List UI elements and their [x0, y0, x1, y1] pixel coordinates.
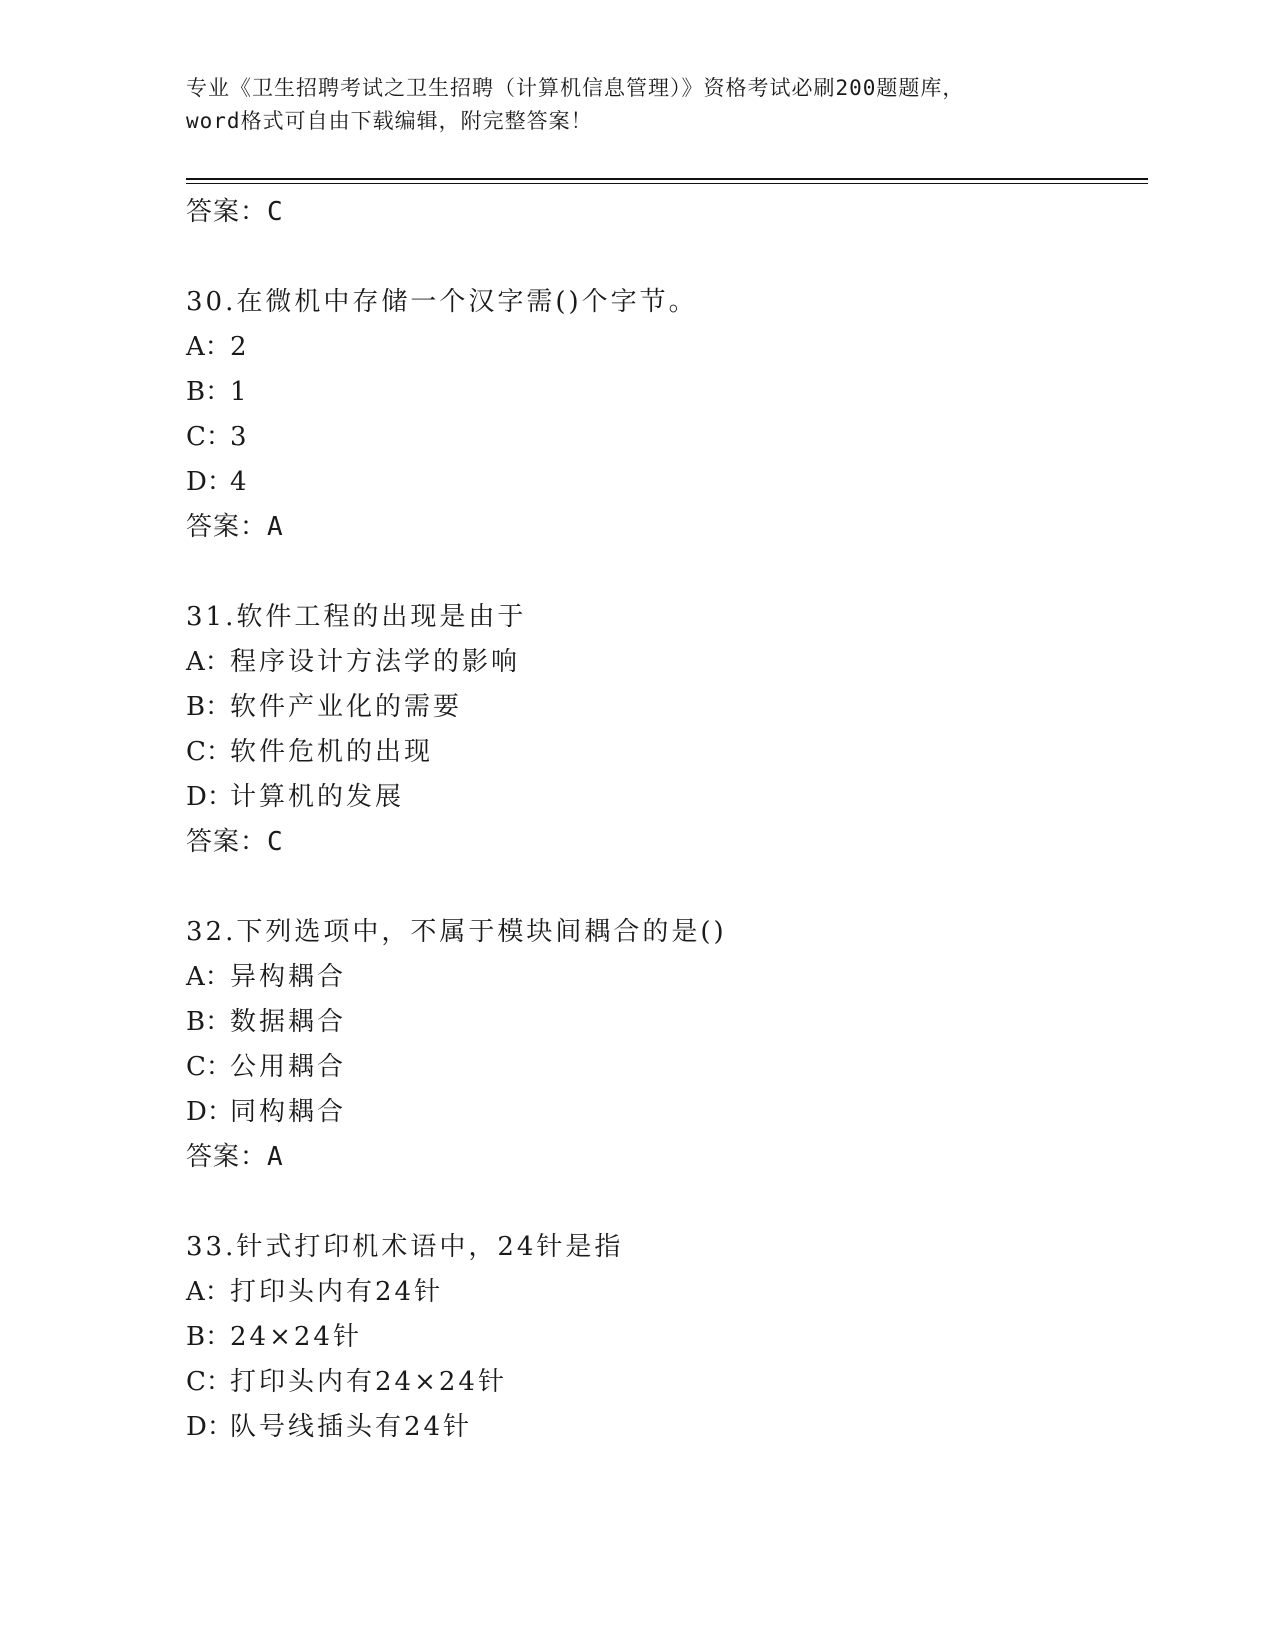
option-text: 打印头内有24针	[230, 1277, 444, 1307]
option-text: 队号线插头有24针	[230, 1412, 473, 1442]
header-line-2: word格式可自由下载编辑，附完整答案！	[186, 109, 593, 133]
option-text: 3	[230, 422, 250, 452]
question-text: 31.软件工程的出现是由于	[186, 602, 527, 632]
option-text: 4	[230, 467, 250, 497]
option-c	[186, 415, 1146, 460]
question-list	[186, 190, 1146, 1450]
option-key: D：	[186, 1412, 233, 1442]
answer-line: 答案：C	[186, 827, 284, 857]
option-a	[186, 955, 1146, 1000]
question-text: 33.针式打印机术语中，24针是指	[186, 1232, 624, 1262]
option-b	[186, 370, 1146, 415]
answer-line: 答案：C	[186, 197, 284, 227]
option-key: D：	[186, 782, 233, 812]
header-divider-thin	[186, 183, 1148, 184]
question-text: 32.下列选项中，不属于模块间耦合的是()	[186, 917, 727, 947]
option-text: 2	[230, 332, 250, 362]
option-b	[186, 685, 1146, 730]
option-text: 软件产业化的需要	[230, 692, 463, 722]
option-a	[186, 640, 1146, 685]
option-key: C：	[186, 422, 232, 452]
option-text: 异构耦合	[230, 962, 347, 992]
option-key: A：	[186, 647, 231, 677]
option-c	[186, 730, 1146, 775]
option-key: C：	[186, 1367, 232, 1397]
option-text: 计算机的发展	[230, 782, 405, 812]
option-b	[186, 1315, 1146, 1360]
option-key: B：	[186, 1322, 232, 1352]
question-text: 30.在微机中存储一个汉字需()个字节。	[186, 287, 698, 317]
option-a	[186, 325, 1146, 370]
option-text: 公用耦合	[230, 1052, 347, 1082]
option-key: D：	[186, 1097, 233, 1127]
option-text: 1	[230, 377, 250, 407]
option-key: C：	[186, 1052, 232, 1082]
option-b	[186, 1000, 1146, 1045]
option-key: B：	[186, 692, 232, 722]
option-text: 打印头内有24×24针	[230, 1367, 507, 1397]
answer-line: 答案：A	[186, 1142, 284, 1172]
option-d	[186, 1405, 1146, 1450]
option-key: B：	[186, 1007, 232, 1037]
header-divider	[186, 178, 1148, 180]
option-text: 同构耦合	[230, 1097, 347, 1127]
header-line-1: 专业《卫生招聘考试之卫生招聘（计算机信息管理）》资格考试必刷200题题库，	[186, 76, 965, 100]
option-key: A：	[186, 1277, 231, 1307]
option-key: B：	[186, 377, 232, 407]
answer-line: 答案：A	[186, 512, 284, 542]
option-key: C：	[186, 737, 232, 767]
option-c	[186, 1360, 1146, 1405]
option-a	[186, 1270, 1146, 1315]
option-text: 24×24针	[230, 1322, 362, 1352]
option-d	[186, 460, 1146, 505]
option-d	[186, 1090, 1146, 1135]
option-c	[186, 1045, 1146, 1090]
option-key: A：	[186, 332, 231, 362]
option-text: 软件危机的出现	[230, 737, 434, 767]
option-d	[186, 775, 1146, 820]
option-key: D：	[186, 467, 233, 497]
option-key: A：	[186, 962, 231, 992]
option-text: 程序设计方法学的影响	[230, 647, 521, 677]
option-text: 数据耦合	[230, 1007, 347, 1037]
document-header	[186, 72, 1086, 138]
